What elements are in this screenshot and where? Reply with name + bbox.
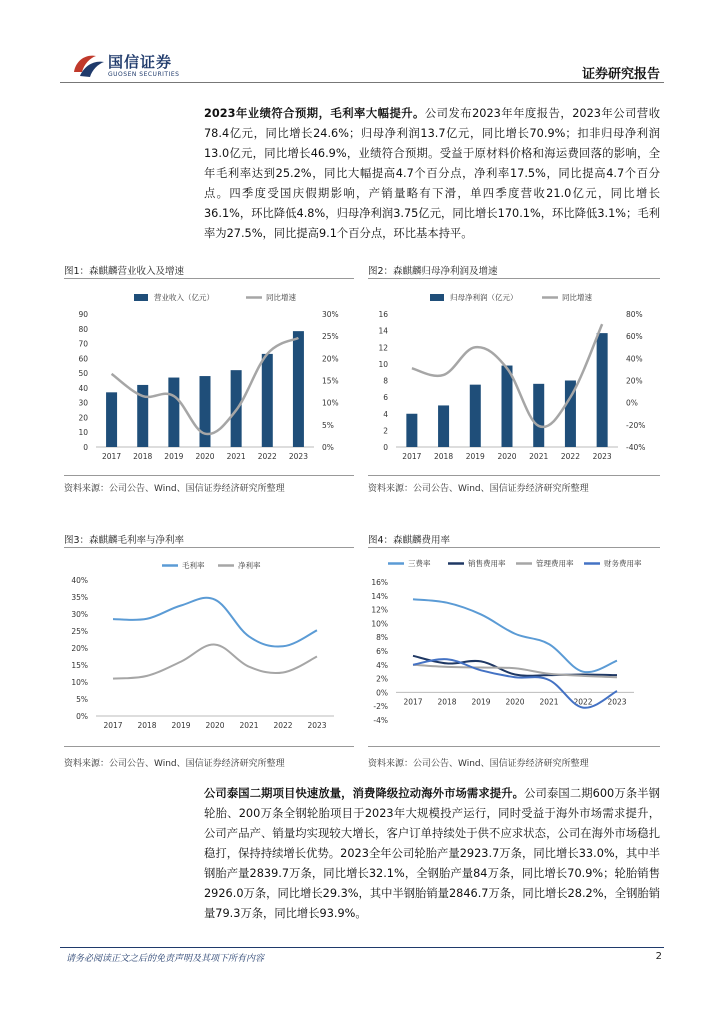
y-right-tick-label: 5% xyxy=(322,420,334,430)
y-left-tick-label: 10 xyxy=(378,359,388,369)
y-tick-label: 2% xyxy=(376,674,388,684)
x-tick-label: 2023 xyxy=(288,452,308,461)
y-left-tick-label: 20 xyxy=(78,413,88,423)
x-tick-label: 2022 xyxy=(560,452,580,461)
x-tick-label: 2021 xyxy=(239,721,259,730)
legend-label-2: 管理费用率 xyxy=(536,559,574,568)
bar-2019 xyxy=(470,385,481,447)
fig4-title-rule xyxy=(368,547,660,548)
legend-label-1: 销售费用率 xyxy=(468,559,506,568)
paragraph-performance-lead: 2023年业绩符合预期，毛利率大幅提升。 xyxy=(204,107,425,120)
bar-2020 xyxy=(200,376,211,447)
y-tick-label: 10% xyxy=(71,678,88,687)
y-right-tick-label: 60% xyxy=(626,332,643,342)
legend-label-1: 净利率 xyxy=(238,561,261,570)
legend-label-0: 毛利率 xyxy=(182,561,205,570)
y-tick-label: 8% xyxy=(376,633,388,643)
header-divider xyxy=(60,82,664,83)
fig2-chart xyxy=(366,282,662,472)
y-left-tick-label: 0 xyxy=(383,443,388,452)
x-tick-label: 2023 xyxy=(307,721,327,730)
y-tick-label: 0% xyxy=(76,712,88,721)
y-left-tick-label: 90 xyxy=(78,310,88,319)
series-line-0 xyxy=(413,599,617,672)
fig2-source: 资料来源：公司公告、Wind、国信证券经济研究所整理 xyxy=(368,484,589,494)
bar-2017 xyxy=(106,392,117,447)
legend-swatch-0 xyxy=(430,294,444,301)
fig1-bottom-rule xyxy=(64,475,354,476)
y-left-tick-label: 8 xyxy=(383,376,388,386)
y-right-tick-label: 10% xyxy=(322,398,339,408)
fig3-source: 资料来源：公司公告、Wind、国信证券经济研究所整理 xyxy=(64,759,285,769)
y-right-tick-label: -40% xyxy=(626,443,646,452)
x-tick-label: 2019 xyxy=(164,452,184,461)
y-tick-label: 20% xyxy=(71,644,88,653)
logo xyxy=(70,50,200,80)
x-tick-label: 2021 xyxy=(529,452,549,461)
y-right-tick-label: 30% xyxy=(322,310,339,319)
x-tick-label: 2021 xyxy=(539,697,559,707)
fig3-bottom-rule xyxy=(64,746,354,747)
y-tick-label: 25% xyxy=(71,627,88,636)
x-tick-label: 2017 xyxy=(103,721,123,730)
legend-label-0: 三费率 xyxy=(408,559,431,568)
x-tick-label: 2020 xyxy=(205,721,225,730)
y-tick-label: 14% xyxy=(371,591,388,601)
series-line-0 xyxy=(113,598,317,647)
page-number: 2 xyxy=(655,951,662,962)
paragraph-thailand-body: 公司泰国二期600万条半钢轮胎、200万条全钢轮胎项目于2023年大规模投产运行，同时受益于海外市场需求提升，公司产品产、销量均实现较大增长，客户订单持续处于供不应求状态，公司在海外市场稳扎稳打，保持持续增长优势。2023全年公司轮胎产量2923.7万条，同比增长33.0%，其中半钢胎产量2839.7万条，同比增长32.1%，全钢胎产量84万条，同比增长70.9%；轮胎销售2926.0万条，同比增长29.3%，其中半钢胎销量2846.7万条，同比增长28.2%，全钢胎销量79.3万条，同比增长93.9%。 xyxy=(204,787,660,920)
y-right-tick-label: 15% xyxy=(322,376,339,386)
y-tick-label: 10% xyxy=(371,619,388,629)
y-left-tick-label: 2 xyxy=(383,426,388,436)
y-left-tick-label: 10 xyxy=(78,428,88,438)
y-tick-label: 12% xyxy=(371,605,388,615)
y-left-tick-label: 80 xyxy=(78,324,88,334)
y-right-tick-label: 80% xyxy=(626,310,643,319)
y-tick-label: 30% xyxy=(71,610,88,619)
fig1-source: 资料来源：公司公告、Wind、国信证券经济研究所整理 xyxy=(64,484,285,494)
bar-2023 xyxy=(293,331,304,447)
y-right-tick-label: -20% xyxy=(626,420,646,430)
bar-2020 xyxy=(502,366,513,447)
fig2-title: 图2：森麒麟归母净利润及增速 xyxy=(368,266,498,277)
bar-2018 xyxy=(438,405,449,447)
x-tick-label: 2018 xyxy=(133,452,153,461)
y-left-tick-label: 60 xyxy=(78,354,88,364)
fig4-title: 图4：森麒麟费用率 xyxy=(368,535,451,546)
x-tick-label: 2023 xyxy=(592,452,612,461)
legend-label-0: 归母净利润（亿元） xyxy=(450,293,518,302)
x-tick-label: 2019 xyxy=(471,697,491,707)
fig2-title-rule xyxy=(368,278,660,279)
x-tick-label: 2018 xyxy=(137,721,157,730)
fig4-bottom-rule xyxy=(368,746,660,747)
fig1-chart xyxy=(62,282,356,472)
y-left-tick-label: 12 xyxy=(378,343,388,353)
y-tick-label: 16% xyxy=(371,578,388,587)
y-tick-label: 6% xyxy=(376,647,388,656)
x-tick-label: 2020 xyxy=(195,452,215,461)
y-right-tick-label: 0% xyxy=(626,398,638,408)
report-type: 证券研究报告 xyxy=(581,67,660,82)
x-tick-label: 2020 xyxy=(497,452,517,461)
fig3-title: 图3：森麒麟毛利率与净利率 xyxy=(64,535,185,546)
y-left-tick-label: 16 xyxy=(378,310,388,319)
y-left-tick-label: 40 xyxy=(78,383,88,393)
x-tick-label: 2022 xyxy=(257,452,277,461)
x-tick-label: 2020 xyxy=(505,697,525,707)
fig4-chart xyxy=(366,552,662,744)
legend-label-1: 同比增速 xyxy=(266,293,296,302)
bar-2023 xyxy=(597,333,608,447)
y-right-tick-label: 0% xyxy=(322,443,334,452)
legend-label-1: 同比增速 xyxy=(562,293,592,302)
y-tick-label: 0% xyxy=(376,688,388,698)
legend-label-0: 营业收入（亿元） xyxy=(154,293,214,302)
fig3-chart xyxy=(62,552,356,742)
y-left-tick-label: 30 xyxy=(78,398,88,408)
paragraph-performance-body: 公司发布2023年年度报告，2023年公司营收78.4亿元，同比增长24.6%；归母净利润13.7亿元，同比增长70.9%；扣非归母净利润13.0亿元，同比增长46.9%，业绩符合预期。受益于原材料价格和海运费回落的影响，全年毛利率达到25.2%，同比大幅提高4.7个百分点，净利率17.5%，同比提高4.7个百分点。四季度受国庆假期影响，产销量略有下滑，单四季度营收21.0亿元，同比增长36.1%，环比降低4.8%，归母净利润3.75亿元，同比增长170.1%，环比降低3.1%；毛利率为27.5%，同比提高9.1个百分点，环比基本持平。 xyxy=(204,107,660,240)
fig1-title-rule xyxy=(64,278,354,279)
y-left-tick-label: 70 xyxy=(78,339,88,349)
paragraph-performance xyxy=(204,104,660,244)
y-tick-label: 15% xyxy=(71,661,88,670)
legend-label-3: 财务费用率 xyxy=(604,559,642,568)
x-tick-label: 2022 xyxy=(573,697,593,707)
logo-company-en: GUOSEN SECURITIES xyxy=(108,71,180,78)
x-tick-label: 2017 xyxy=(102,452,122,461)
fig1-title: 图1：森麒麟营业收入及增速 xyxy=(64,266,185,277)
y-tick-label: -2% xyxy=(373,702,388,712)
x-tick-label: 2019 xyxy=(171,721,191,730)
fig2-bottom-rule xyxy=(368,475,660,476)
bar-2021 xyxy=(533,384,544,447)
y-left-tick-label: 4 xyxy=(383,409,388,419)
x-tick-label: 2022 xyxy=(273,721,293,730)
series-line-1 xyxy=(113,645,317,679)
legend-swatch-0 xyxy=(134,294,148,301)
x-tick-label: 2017 xyxy=(402,452,422,461)
x-tick-label: 2018 xyxy=(437,697,457,707)
x-tick-label: 2018 xyxy=(434,452,454,461)
y-tick-label: 35% xyxy=(71,593,88,602)
y-tick-label: 4% xyxy=(376,660,388,670)
y-left-tick-label: 14 xyxy=(378,326,388,336)
logo-company-cn: 国信证券 xyxy=(108,53,173,71)
guosen-logo-icon xyxy=(70,50,106,80)
y-left-tick-label: 50 xyxy=(78,369,88,379)
y-right-tick-label: 20% xyxy=(626,376,643,386)
fig3-title-rule xyxy=(64,547,354,548)
paragraph-thailand-lead: 公司泰国二期项目快速放量，消费降级拉动海外市场需求提升。 xyxy=(204,787,525,800)
x-tick-label: 2019 xyxy=(465,452,485,461)
x-tick-label: 2017 xyxy=(403,697,423,707)
bar-2022 xyxy=(262,354,273,447)
x-tick-label: 2021 xyxy=(226,452,246,461)
y-right-tick-label: 20% xyxy=(322,354,339,364)
y-left-tick-label: 6 xyxy=(383,393,388,403)
paragraph-thailand-project xyxy=(204,784,660,924)
bar-2019 xyxy=(168,378,179,447)
x-tick-label: 2023 xyxy=(607,697,627,707)
fig4-source: 资料来源：公司公告、Wind、国信证券经济研究所整理 xyxy=(368,759,589,769)
y-tick-label: -4% xyxy=(373,716,388,725)
footer-disclaimer: 请务必阅读正文之后的免责声明及其项下所有内容 xyxy=(66,954,265,964)
y-left-tick-label: 0 xyxy=(83,443,88,452)
y-tick-label: 5% xyxy=(76,695,88,704)
y-right-tick-label: 25% xyxy=(322,332,339,342)
bar-2017 xyxy=(406,414,417,447)
y-right-tick-label: 40% xyxy=(626,354,643,364)
footer-divider xyxy=(60,947,664,948)
y-tick-label: 40% xyxy=(71,576,88,585)
